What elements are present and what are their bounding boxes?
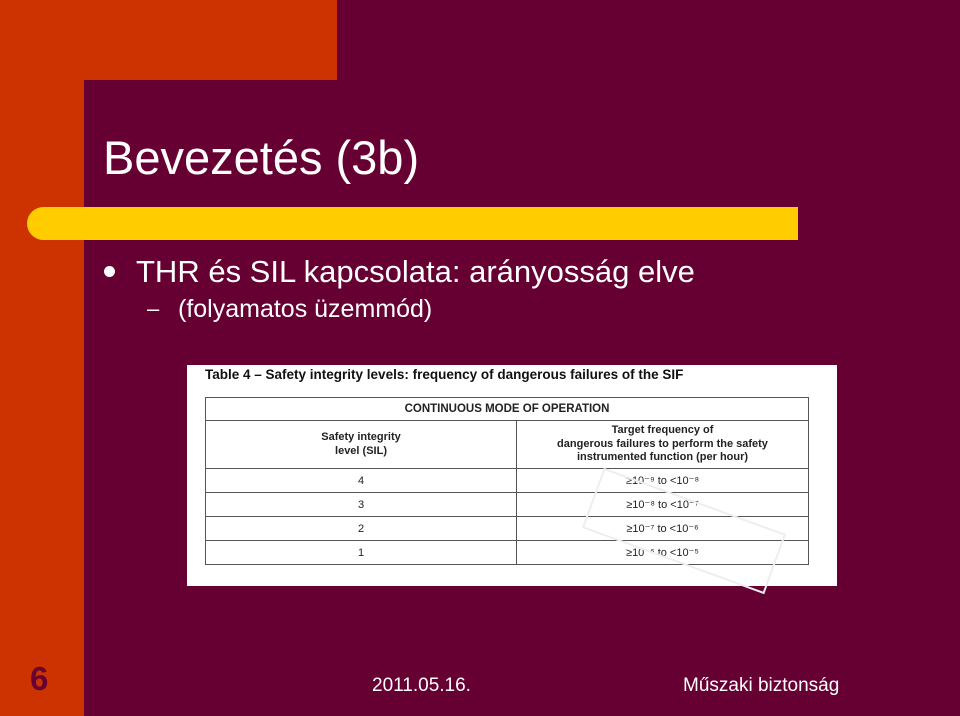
mode-header: CONTINUOUS MODE OF OPERATION (206, 398, 809, 421)
table-row (206, 493, 809, 517)
sil-table-image (187, 365, 837, 586)
col-header-sil (206, 421, 517, 469)
col-header-frequency-line: dangerous failures to perform the safety (557, 437, 768, 450)
table-caption: Table 4 – Safety integrity levels: frequency of dangerous failures of the SIF (205, 367, 684, 382)
page-number: 6 (30, 660, 49, 697)
table-row (206, 541, 809, 565)
sub-bullet-text: (folyamatos üzemmód) (178, 295, 433, 323)
col-header-sil-line: level (SIL) (335, 444, 387, 457)
sil-cell: 2 (206, 517, 517, 541)
table-row (206, 517, 809, 541)
col-header-sil-line: Safety integrity (321, 430, 401, 443)
sil-cell: 4 (206, 469, 517, 493)
bullet-text: THR és SIL kapcsolata: arányosság elve (136, 254, 695, 289)
accent-bar (27, 207, 798, 240)
table-row (206, 469, 809, 493)
top-decorative-block (0, 0, 337, 80)
slide-title: Bevezetés (3b) (103, 131, 420, 184)
col-header-frequency (517, 421, 809, 469)
bullet-dot-icon (104, 266, 115, 277)
col-header-frequency-line: Target frequency of (611, 423, 714, 436)
footer-title: Műszaki biztonság (683, 675, 840, 696)
sil-table (205, 397, 809, 565)
sub-bullet-dash: – (147, 296, 160, 321)
sil-cell: 3 (206, 493, 517, 517)
frequency-cell: ≥10⁻⁶ to <10⁻⁵ (517, 541, 809, 565)
frequency-cell: ≥10⁻⁷ to <10⁻⁶ (517, 517, 809, 541)
frequency-cell: ≥10⁻⁸ to <10⁻⁷ (517, 493, 809, 517)
footer-date: 2011.05.16. (372, 675, 471, 696)
left-decorative-bar (0, 0, 84, 716)
col-header-frequency-line: instrumented function (per hour) (576, 451, 749, 464)
sil-cell: 1 (206, 541, 517, 565)
frequency-cell: ≥10⁻⁹ to <10⁻⁸ (517, 469, 809, 493)
